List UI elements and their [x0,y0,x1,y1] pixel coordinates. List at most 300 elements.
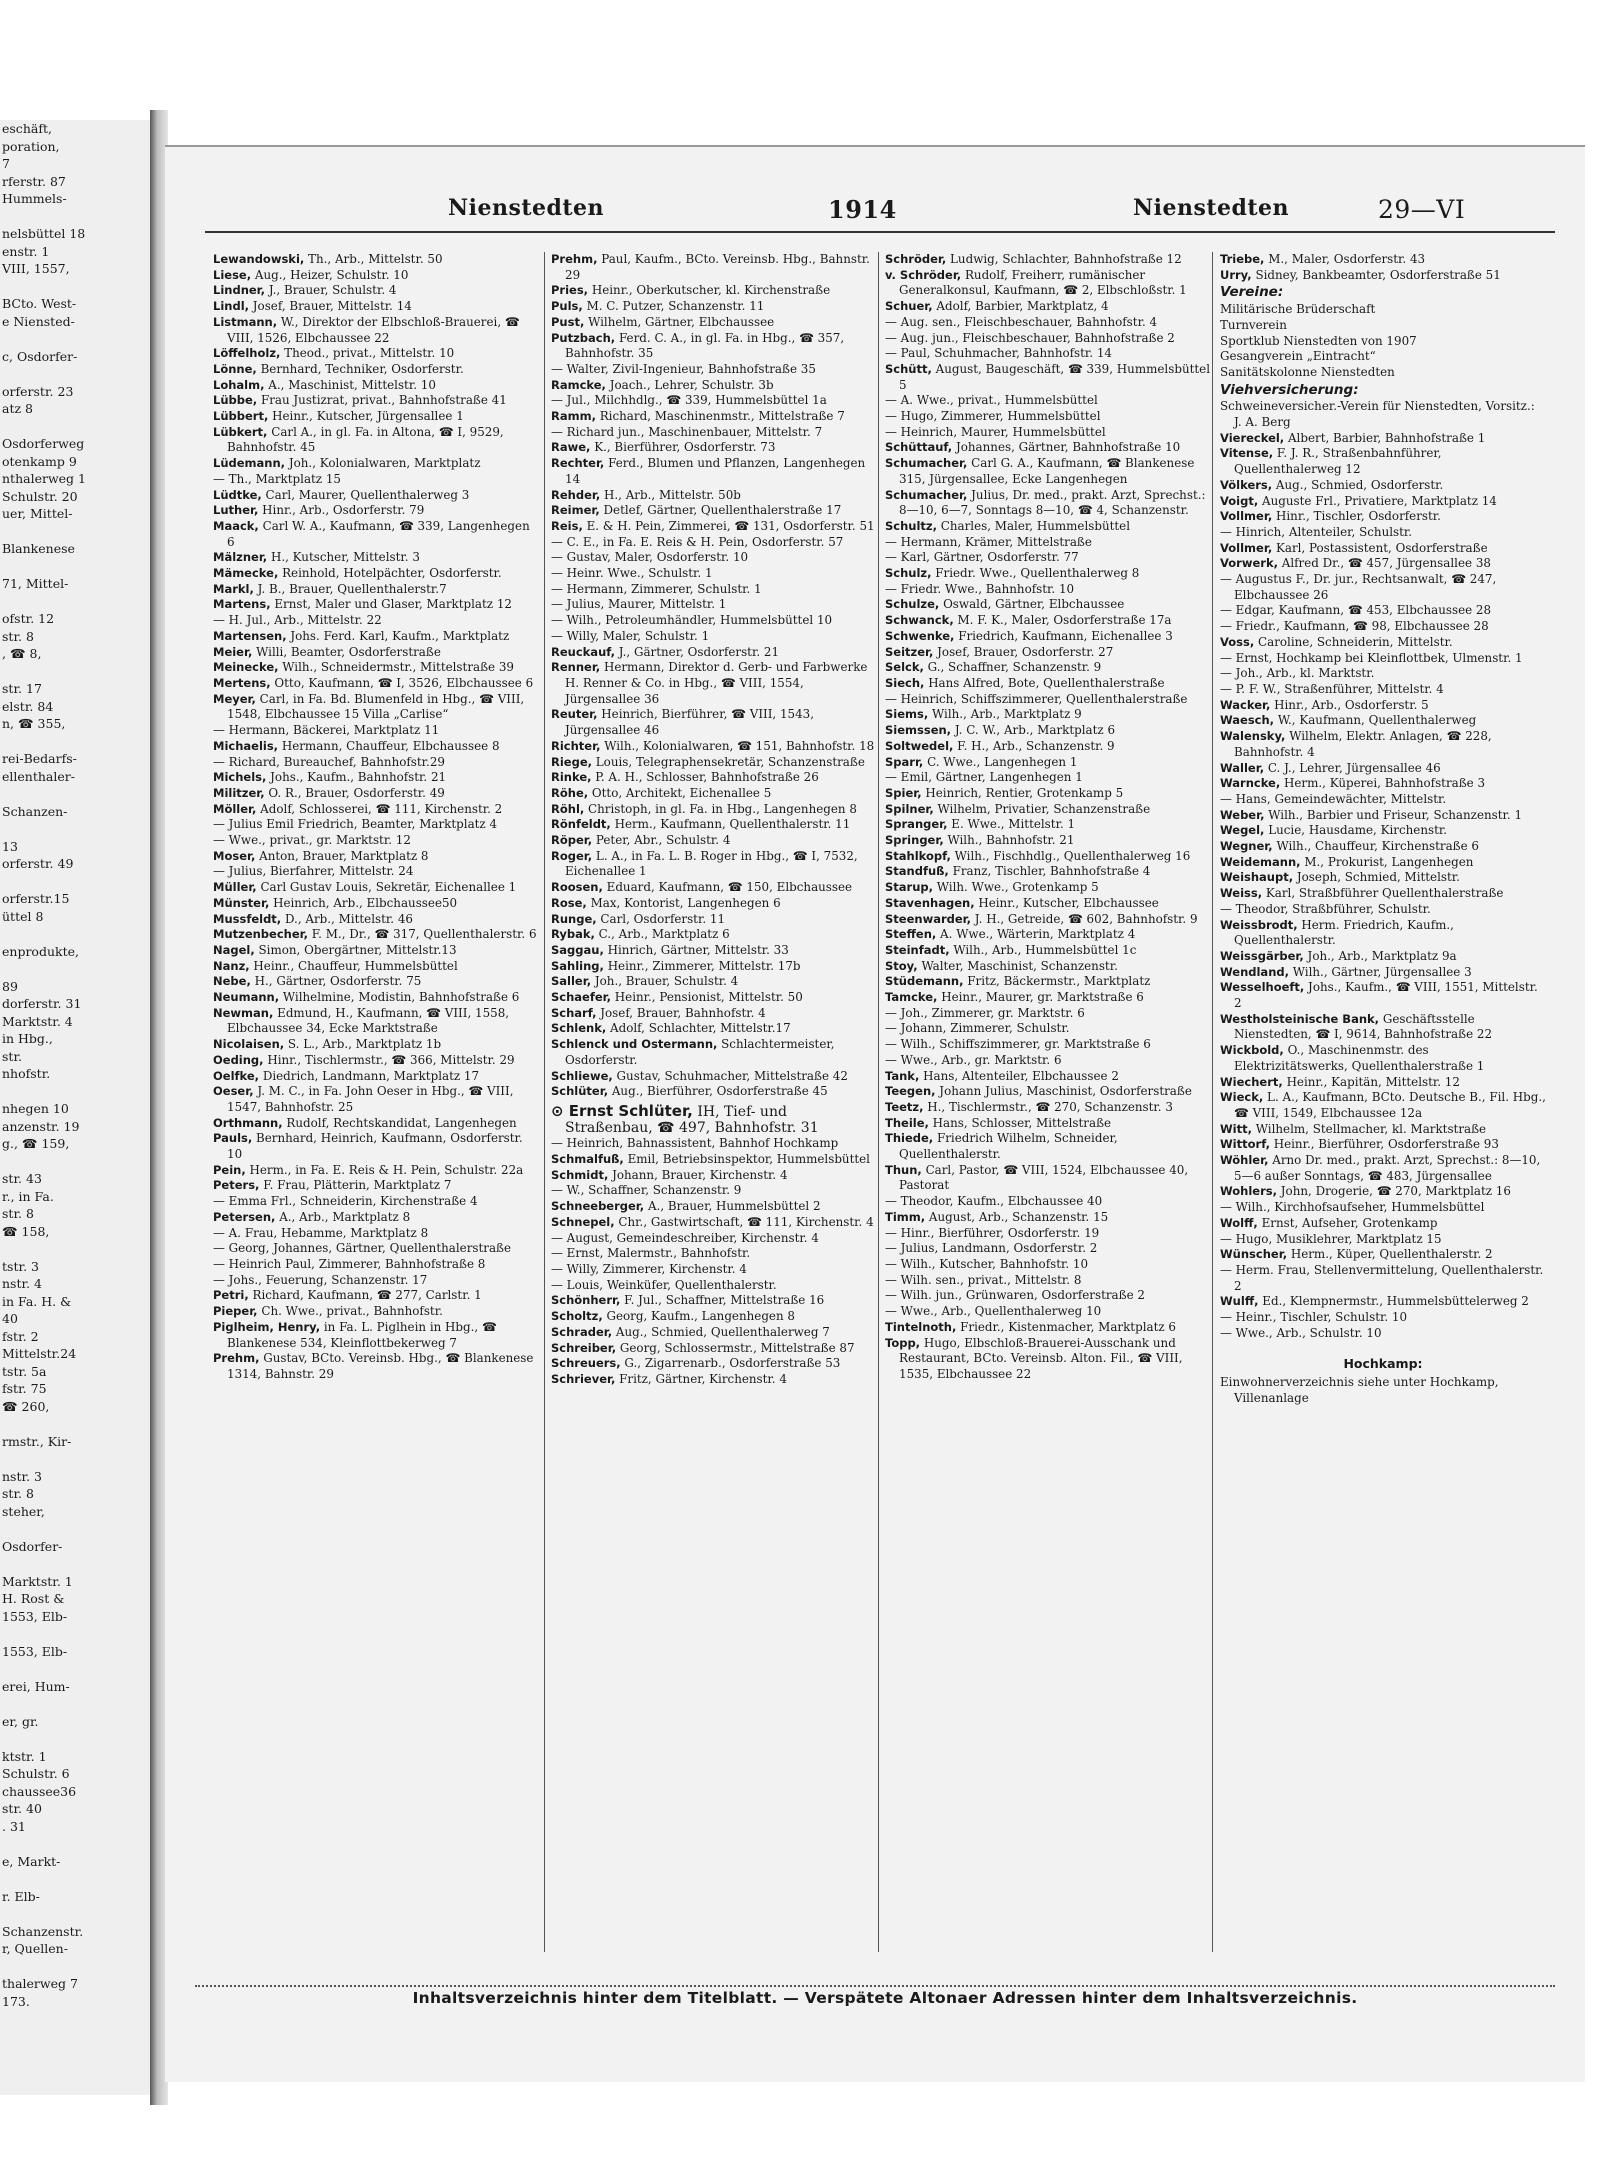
left-page-fragment: erei, Hum- [2,1678,70,1694]
entry-name: Nebe, [213,974,251,989]
directory-entry [213,629,539,645]
entry-name: Wesselhoeft, [1220,980,1305,995]
left-page-fragment: enstr. 1 [2,243,50,259]
left-page-fragment [0,330,150,348]
directory-entry [885,959,1211,975]
entry-details: Frau Justizrat, privat., Bahnhofstraße 41 [260,393,507,408]
directory-entry [213,519,539,550]
directory-entry [551,912,877,928]
entry-name: Pein, [213,1162,246,1177]
directory-entry [551,362,877,378]
entry-details: — Heinrich, Bahnassistent, Bahnhof Hochkamp [551,1136,839,1151]
directory-entry [551,1278,877,1294]
left-page-fragment: e Niensted- [2,313,75,329]
entry-details: Albert, Barbier, Bahnhofstraße 1 [1287,430,1486,445]
entry-details: — Wwe., Arb., gr. Marktstr. 6 [885,1052,1062,1067]
directory-entry [885,1241,1211,1257]
directory-entry [213,1053,539,1069]
entry-name: Spier, [885,785,922,800]
entry-details: Hinr., Tischler, Osdorferstr. [1275,509,1441,524]
directory-entry [213,880,539,896]
entry-name: Tank, [885,1068,920,1083]
entry-details: — Hinr., Bierführer, Osdorferstr. 19 [885,1225,1100,1240]
entry-details: Ed., Klempnermstr., Hummelsbüttelerweg 2 [1262,1294,1529,1309]
left-page-fragment [0,873,150,891]
left-page-fragment: BCto. West- [2,296,77,311]
entry-details: in Fa. L. Piglhein in Hbg., ☎ Blankenese 534, Kleinflottbekerweg 7 [227,1319,497,1350]
directory-entry [551,1152,877,1168]
entry-details: Ernst, Aufseher, Grotenkamp [1261,1215,1438,1230]
entry-name: Saller, [551,974,592,989]
directory-entry [885,315,1211,331]
entry-details: — Hugo, Zimmerer, Hummelsbüttel [885,409,1101,424]
entry-details: Gustav, Schuhmacher, Mittelstraße 42 [616,1068,848,1083]
entry-name: Schlenk, [551,1021,607,1036]
entry-details: Auguste Frl., Privatiere, Marktplatz 14 [1262,493,1497,508]
entry-details: Ferd., Blumen und Pflanzen, Langenhegen 14 [565,456,866,486]
entry-details: Einwohnerverzeichnis siehe unter Hochkamp, Villenanlage [1220,1375,1499,1405]
entry-name: Pauls, [213,1131,253,1146]
header-year: 1914 [828,195,897,224]
left-facing-page [0,120,153,2095]
entry-name: Wegel, [1220,823,1265,838]
entry-details: Heinr., Oberkutscher, kl. Kirchenstraße [591,283,831,298]
directory-entry [885,676,1211,692]
entry-name: Siemssen, [885,723,952,738]
directory-entry [1220,1122,1546,1138]
entry-details: Geschäftsstelle Nienstedten, ☎ I, 9614, Bahnhofstraße 22 [1234,1011,1493,1042]
entry-details: Carl G. A., Kaufmann, ☎ Blankenese 315, Jürgensallee, Ecke Langenhegen [899,456,1195,486]
entry-name: Lönne, [213,361,257,376]
entry-name: Müller, [213,880,257,895]
entry-details: Johannes, Gärtner, Bahnhofstraße 10 [955,440,1181,455]
entry-name: Lewandowski, [213,252,305,266]
entry-details: Theod., privat., Mittelstr. 10 [284,346,455,361]
left-page-fragment [0,1083,150,1101]
directory-entry [885,456,1211,487]
directory-entry [885,1210,1211,1226]
directory-entry [551,833,877,849]
directory-entry [885,755,1211,771]
entry-details: — Theodor, Straßbführer, Schulstr. [1220,901,1431,916]
entry-name: Wöhler, [1220,1153,1269,1168]
directory-entry [1220,318,1546,334]
entry-details: — Friedr., Kaufmann, ☎ 98, Elbchaussee 28 [1220,619,1489,634]
directory-entry [1220,918,1546,949]
entry-details: Gesangverein „Eintracht“ [1220,349,1376,364]
directory-entry [551,283,877,299]
left-page-fragment [0,1695,150,1713]
entry-name: Oeding, [213,1052,264,1067]
entry-details: Hermann, Chauffeur, Elbchaussee 8 [281,738,500,753]
left-page-fragment: , ☎ 8, [2,646,42,661]
entry-name: Vitense, [1220,446,1274,461]
entry-details: — Emil, Gärtner, Langenhegen 1 [885,770,1083,785]
entry-details: Georg, Schlossermstr., Mittelstraße 87 [619,1340,855,1355]
directory-entry [885,425,1211,441]
directory-entry [551,896,877,912]
entry-details: M. C. Putzer, Schanzenstr. 11 [586,299,765,314]
entry-name: Meier, [213,644,253,659]
directory-entry [1220,823,1546,839]
directory-entry [1220,698,1546,714]
directory-entry [1220,603,1546,619]
entry-name: Spilner, [885,801,934,816]
directory-entry [213,1006,539,1037]
directory-entry [1220,268,1546,284]
directory-entry [551,535,877,551]
left-page-fragment: nhegen 10 [2,1101,69,1116]
directory-entry [1220,713,1546,729]
directory-entry [551,597,877,613]
entry-name: Reis, [551,518,583,533]
left-page-fragment: Schanzen- [2,803,68,819]
left-page-fragment: poration, [2,138,60,154]
directory-entry [1220,1075,1546,1091]
entry-name: Oeser, [213,1084,254,1099]
directory-entry [551,1183,877,1199]
directory-entry [213,833,539,849]
entry-name: Wacker, [1220,697,1271,712]
entry-name: Schönherr, [551,1293,621,1308]
directory-entry [551,1136,877,1152]
entry-name: Schlüter, [551,1084,609,1099]
entry-details: Christoph, in gl. Fa. in Hbg., Langenhegen 8 [588,801,857,816]
entry-name: Schultz, [885,518,937,533]
directory-entry [1220,494,1546,510]
entry-details: August, Baugeschäft, ☎ 339, Hummelsbüttel 5 [899,361,1210,392]
entry-details: Paul, Kaufm., BCto. Vereinsb. Hbg., Bahnstr. 29 [565,252,870,282]
entry-details: — Wwe., Arb., Schulstr. 10 [1220,1325,1382,1340]
entry-details: Heinrich, Bierführer, ☎ VIII, 1543, Jürgensallee 46 [565,707,815,738]
entry-details: IH, Tief- und Straßenbau, ☎ 497, Bahnhofstr. 31 [565,1103,819,1136]
entry-name: Stahlkopf, [885,848,951,863]
entry-name: Sparr, [885,754,924,769]
entry-name: Steffen, [885,927,937,942]
left-page-fragment: anzenstr. 19 [2,1118,80,1134]
left-page-fragment: 89 [2,978,18,994]
entry-details: — Wilh., Kutscher, Bahnhofstr. 10 [885,1257,1089,1271]
directory-entry [885,440,1211,456]
entry-name: Siech, [885,675,925,690]
entry-details: J. M. C., in Fa. John Oeser in Hbg., ☎ VIII, 1547, Bahnhofstr. 25 [227,1084,514,1114]
directory-entry [551,393,877,409]
directory-entry [551,1084,877,1100]
entry-details: Otto, Architekt, Eichenallee 5 [591,785,772,800]
directory-entry [213,974,539,990]
section-heading: Hochkamp: [1343,1355,1423,1371]
entry-details: Sanitätskolonne Nienstedten [1220,364,1395,379]
entry-details: J. H., Getreide, ☎ 602, Bahnhofstr. 9 [974,911,1198,926]
directory-entry [885,629,1211,645]
entry-name: Timm, [885,1209,926,1224]
directory-entry [213,613,539,629]
entry-name: Putzbach, [551,330,616,345]
directory-entry [551,1372,877,1388]
left-page-fragment [0,278,150,296]
entry-name: Vollmer, [1220,509,1273,524]
directory-entry [885,943,1211,959]
left-page-fragment: 13 [2,838,18,854]
directory-entry [885,817,1211,833]
entry-details: — Julius Emil Friedrich, Beamter, Marktplatz 4 [213,817,498,832]
directory-entry [1220,541,1546,557]
left-page-fragment [0,1905,150,1923]
entry-details: Fritz, Gärtner, Kirchenstr. 4 [619,1371,787,1386]
directory-entry [1220,1326,1546,1342]
directory-entry [551,943,877,959]
directory-entry [213,1116,539,1132]
entry-details: — Hermann, Krämer, Mittelstraße [885,534,1092,549]
directory-entry [551,817,877,833]
left-page-fragment: 40 [2,1311,18,1326]
directory-entry [885,1288,1211,1304]
header-place-left: Nienstedten [448,195,605,221]
directory-entry [885,535,1211,551]
entry-name: Steenwarder, [885,911,972,926]
entry-name: Wendland, [1220,964,1289,979]
directory-entry [213,1178,539,1194]
entry-details: Wilh., Arb., Hummelsbüttel 1c [953,942,1137,957]
left-page-fragment: chaussee36 [2,1783,77,1799]
directory-entry [551,1356,877,1372]
entry-name: Weissbrodt, [1220,917,1298,932]
entry-name: Warncke, [1220,776,1281,791]
directory-entry [885,927,1211,943]
entry-details: Adolf, Barbier, Marktplatz, 4 [936,299,1109,314]
directory-entry [213,1320,539,1351]
entry-name: Schreuers, [551,1356,621,1371]
entry-name: Lübbert, [213,409,269,424]
entry-details: Hermann, Direktor d. Gerb- und Farbwerke H. Renner & Co. in Hbg., ☎ VIII, 1554, Jürgensallee 36 [565,660,868,706]
entry-name: Stavenhagen, [885,895,975,910]
entry-details: Heinr., Bierführer, Osdorferstraße 93 [1273,1137,1499,1152]
directory-entry [1220,334,1546,350]
directory-entry [1220,902,1546,918]
directory-entry [551,1168,877,1184]
entry-details: — P. F. W., Straßenführer, Mittelstr. 4 [1220,681,1444,696]
entry-details: — Edgar, Kaufmann, ☎ 453, Elbchaussee 28 [1220,603,1492,618]
directory-entry [1220,965,1546,981]
entry-details: Oswald, Gärtner, Elbchaussee [943,597,1125,612]
left-page-fragment: üttel 8 [2,908,44,924]
directory-entry [885,268,1211,299]
footer-rule [195,1985,1555,1987]
entry-details: Joseph, Schmied, Mittelstr. [1296,870,1460,885]
entry-details: Schweineversicher.-Verein für Nienstedten, Vorsitz.: J. A. Berg [1220,399,1535,430]
entry-details: Friedrich Wilhelm, Schneider, Quellenthalerstr. [899,1131,1118,1162]
directory-entry [551,1341,877,1357]
entry-details: Wilh., Gärtner, Jürgensallee 3 [1292,964,1472,979]
entry-name: Meyer, [213,691,256,706]
directory-entry [551,550,877,566]
entry-details: Heinr., Zimmerer, Mittelstr. 17b [607,958,801,973]
entry-name: Rinke, [551,770,592,785]
left-page-fragment: orferstr.15 [2,891,70,906]
entry-details: — Wilh., Petroleumhändler, Hummelsbüttel 10 [551,613,833,628]
entry-details: Heinr., Kutscher, Elbchaussee [978,895,1159,910]
directory-entry [1220,1294,1546,1310]
entry-details: — Georg, Johannes, Gärtner, Quellenthalerstraße [213,1241,512,1256]
directory-entry [213,472,539,488]
column-divider [1212,252,1213,1952]
left-page-fragment [0,1555,150,1573]
directory-entry [551,1262,877,1278]
directory-entry [885,252,1211,268]
directory-entry [1220,949,1546,965]
directory-entry [551,1231,877,1247]
section-heading: Viehversicherung: [1220,381,1359,398]
entry-details: — Hermann, Zimmerer, Schulstr. 1 [551,581,762,596]
left-page-fragment: uer, Mittel- [2,506,73,521]
directory-entry [213,739,539,755]
entry-details: Johs., Kaufm., Bahnhofstr. 21 [270,770,447,785]
directory-entry [551,409,877,425]
entry-details: Herm., in Fa. E. Reis & H. Pein, Schulstr. 22a [249,1162,524,1177]
directory-entry [213,252,539,268]
entry-details: Edmund, H., Kaufmann, ☎ VIII, 1558, Elbchaussee 34, Ecke Marktstraße [227,1005,510,1036]
entry-details: Louis, Telegraphensekretär, Schanzenstraße [595,754,865,769]
entry-details: — Heinrich, Maurer, Hummelsbüttel [885,424,1106,439]
entry-details: Friedr. Wwe., Quellenthalerweg 8 [935,566,1140,581]
entry-name: Wolff, [1220,1215,1258,1230]
entry-details: J. B., Brauer, Quellenthalerstr.7 [257,581,447,596]
entry-name: Lüdemann, [213,456,286,471]
directory-entry [213,268,539,284]
entry-name: Markl, [213,581,254,596]
left-page-fragment: steher, [2,1503,45,1519]
entry-details: Simon, Obergärtner, Mittelstr.13 [258,942,457,957]
entry-details: — A. Wwe., privat., Hummelsbüttel [885,393,1098,408]
entry-details: Georg, Kaufm., Langenhegen 8 [606,1309,795,1324]
directory-entry [885,1336,1211,1383]
entry-details: Richard, Kaufmann, ☎ 277, Carlstr. 1 [252,1288,482,1303]
entry-details: L. A., in Fa. L. B. Roger in Hbg., ☎ I, 7532, Eichenallee 1 [565,848,858,879]
entry-name: Schneeberger, [551,1199,645,1214]
entry-name: Weber, [1220,807,1265,822]
directory-entry [551,456,877,487]
entry-name: Mussfeldt, [213,911,282,926]
directory-entry [885,613,1211,629]
directory-entry [885,488,1211,519]
directory-entry [213,660,539,676]
entry-details: Hans Alfred, Bote, Quellenthalerstraße [928,675,1165,690]
entry-details: — Heinr., Tischler, Schulstr. 10 [1220,1310,1408,1325]
left-page-fragment [0,523,150,541]
entry-details: Karl, Straßbführer Quellenthalerstraße [1265,886,1504,901]
entry-details: Ch. Wwe., privat., Bahnhofstr. [261,1304,443,1319]
entry-name: Weidemann, [1220,854,1301,869]
entry-name: Schliewe, [551,1068,613,1083]
directory-entry [1220,870,1546,886]
column-3 [885,252,1211,1952]
directory-entry [213,1084,539,1115]
entry-name: Standfuß, [885,864,949,879]
entry-name: Rechter, [551,456,605,471]
entry-details: Reinhold, Hotelpächter, Osdorferstr. [282,566,502,581]
directory-entry [551,503,877,519]
directory-entry [1220,302,1546,318]
entry-details: Turnverein [1220,317,1287,332]
entry-name: Scholtz, [551,1309,603,1324]
entry-name: Röhl, [551,801,585,816]
left-page-fragment: Marktstr. 4 [2,1013,73,1029]
entry-details: — Wilh. sen., privat., Mittelstr. 8 [885,1272,1082,1287]
entry-details: W., Direktor der Elbschloß-Brauerei, ☎ VIII, 1526, Elbchaussee 22 [227,314,520,345]
entry-details: Franz, Tischler, Bahnhofstraße 4 [952,864,1151,879]
entry-name: Mämecke, [213,566,279,581]
left-page-fragment [0,1153,150,1171]
directory-entry [885,1037,1211,1053]
entry-name: Schwenke, [885,628,955,643]
entry-name: Weishaupt, [1220,870,1294,885]
entry-name: Martensen, [213,628,287,643]
entry-details: Carl Gustav Louis, Sekretär, Eichenallee 1 [260,880,517,895]
entry-name: Lübkert, [213,424,268,439]
entry-name: Martens, [213,597,271,612]
entry-details: — Karl, Gärtner, Osdorferstr. 77 [885,550,1079,565]
left-page-fragment [0,1625,150,1643]
entry-details: G., Zigarrenarb., Osdorferstraße 53 [624,1356,841,1371]
directory-entry [1220,1200,1546,1216]
left-page-fragment: str. 40 [2,1801,42,1816]
entry-details: Wilhelm, Gärtner, Elbchaussee [588,314,775,329]
directory-entry [885,1069,1211,1085]
entry-name: Meinecke, [213,660,279,675]
entry-details: H., Arb., Mittelstr. 50b [604,487,741,502]
directory-entry [213,959,539,975]
entry-name: Lüdtke, [213,487,262,502]
entry-name: Schnepel, [551,1214,615,1229]
directory-entry [213,927,539,943]
left-page-fragment [0,1870,150,1888]
entry-name: Prehm, [551,252,598,266]
entry-name: Teetz, [885,1099,924,1114]
entry-details: Heinr., Kutscher, Jürgensallee 1 [272,409,464,424]
entry-details: — Aug. jun., Fleischbeschauer, Bahnhofstraße 2 [885,330,1175,345]
directory-entry [213,550,539,566]
entry-details: E. & H. Pein, Zimmerei, ☎ 131, Osdorferstr. 51 [586,518,875,533]
directory-entry [1220,1012,1546,1043]
entry-details: Arno Dr. med., prakt. Arzt, Sprechst.: 8—10, 5—6 außer Sonntags, ☎ 483, Jürgensallee [1234,1153,1541,1183]
entry-name: Urry, [1220,267,1252,282]
left-page-fragment [0,1958,150,1976]
entry-details: Wilh., Barbier und Friseur, Schanzenstr. 1 [1268,807,1523,822]
left-page-fragment: r., in Fa. [2,1188,54,1204]
entry-details: Wilh. Wwe., Grotenkamp 5 [936,880,1099,895]
left-page-fragment: orferstr. 23 [2,383,74,399]
entry-name: Wulff, [1220,1294,1259,1309]
left-page-fragment: r. Elb- [2,1888,40,1904]
entry-details: Sportklub Nienstedten von 1907 [1220,333,1417,348]
entry-details: K., Bierführer, Osdorferstr. 73 [594,440,776,455]
directory-entry [213,786,539,802]
left-page-fragment: fstr. 75 [2,1381,47,1396]
left-page-fragment: ☎ 158, [2,1223,50,1239]
left-page-fragment: orferstr. 49 [2,856,74,871]
entry-name: Richter, [551,738,601,753]
entry-details: — Wwe., Arb., Quellenthalerweg 10 [885,1304,1102,1319]
entry-details: Joach., Lehrer, Schulstr. 3b [609,377,774,392]
entry-details: — Julius, Maurer, Mittelstr. 1 [551,597,727,612]
entry-name: Puls, [551,299,583,314]
entry-details: F. J. R., Straßenbahnführer, Quellenthalerweg 12 [1234,446,1442,477]
left-page-fragment: str. 8 [2,1486,34,1501]
left-page-fragment [0,733,150,751]
entry-details: Ludwig, Schlachter, Bahnhofstraße 12 [950,252,1182,266]
entry-details: Hinr., Arb., Osdorferstr. 79 [262,503,425,518]
entry-details: G., Schaffner, Schanzenstr. 9 [927,660,1102,675]
